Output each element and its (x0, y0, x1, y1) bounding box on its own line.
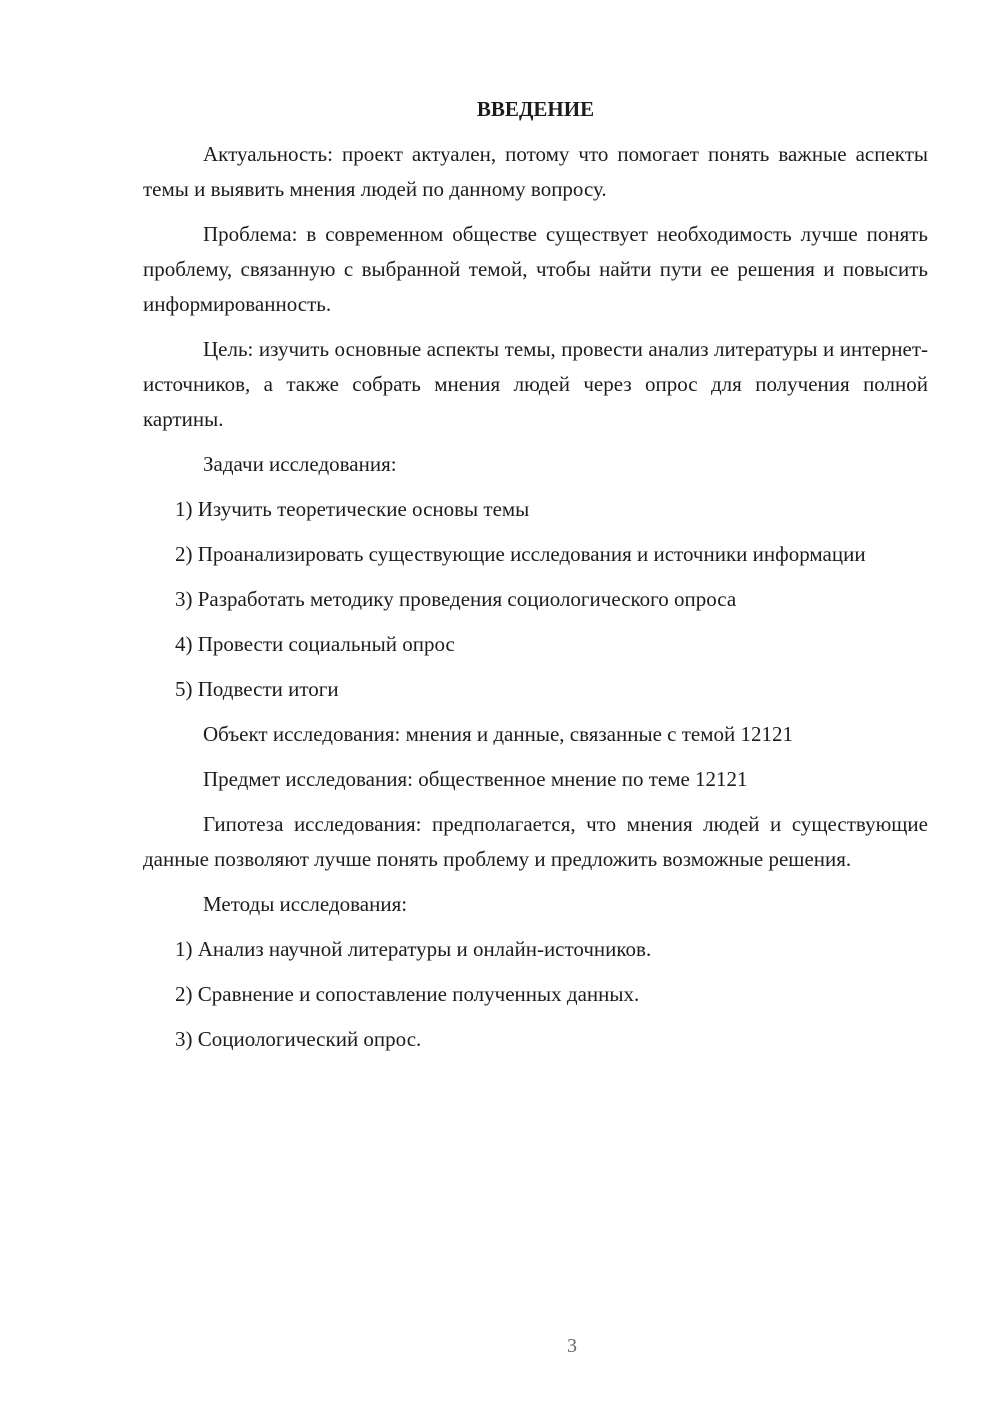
method-item-2: 2) Сравнение и сопоставление полученных данных. (175, 982, 640, 1006)
task-item-1: 1) Изучить теоретические основы темы (175, 497, 530, 521)
document-body (143, 92, 928, 1067)
hypothesis-paragraph: Гипотеза исследования: предполагается, что мнения людей и существующие данные позволяют лучше понять проблему и предложить возможные решения. (143, 812, 928, 871)
task-item-4: 4) Провести социальный опрос (175, 632, 455, 656)
tasks-heading: Задачи исследования: (203, 452, 397, 476)
section-title: ВВЕДЕНИЕ (476, 97, 595, 121)
relevance-paragraph: Актуальность: проект актуален, потому что помогает понять важные аспекты темы и выявить мнения людей по данному вопросу. (143, 142, 928, 201)
task-item-5: 5) Подвести итоги (175, 677, 339, 701)
research-object: Объект исследования: мнения и данные, связанные с темой 12121 (203, 722, 793, 746)
goal-paragraph: Цель: изучить основные аспекты темы, провести анализ литературы и интернет-источников, а также собрать мнения людей через опрос для получения полной картины. (143, 337, 928, 431)
problem-paragraph: Проблема: в современном обществе существует необходимость лучше понять проблему, связанную с выбранной темой, чтобы найти пути ее решения и повысить информированность. (143, 222, 928, 316)
page-number: 3 (567, 1335, 577, 1357)
method-item-1: 1) Анализ научной литературы и онлайн-источников. (175, 937, 652, 961)
method-item-3: 3) Социологический опрос. (175, 1027, 422, 1051)
task-item-2: 2) Проанализировать существующие исследования и источники информации (175, 542, 866, 566)
research-subject: Предмет исследования: общественное мнение по теме 12121 (203, 767, 748, 791)
methods-heading: Методы исследования: (203, 892, 408, 916)
task-item-3: 3) Разработать методику проведения социологического опроса (175, 587, 737, 611)
